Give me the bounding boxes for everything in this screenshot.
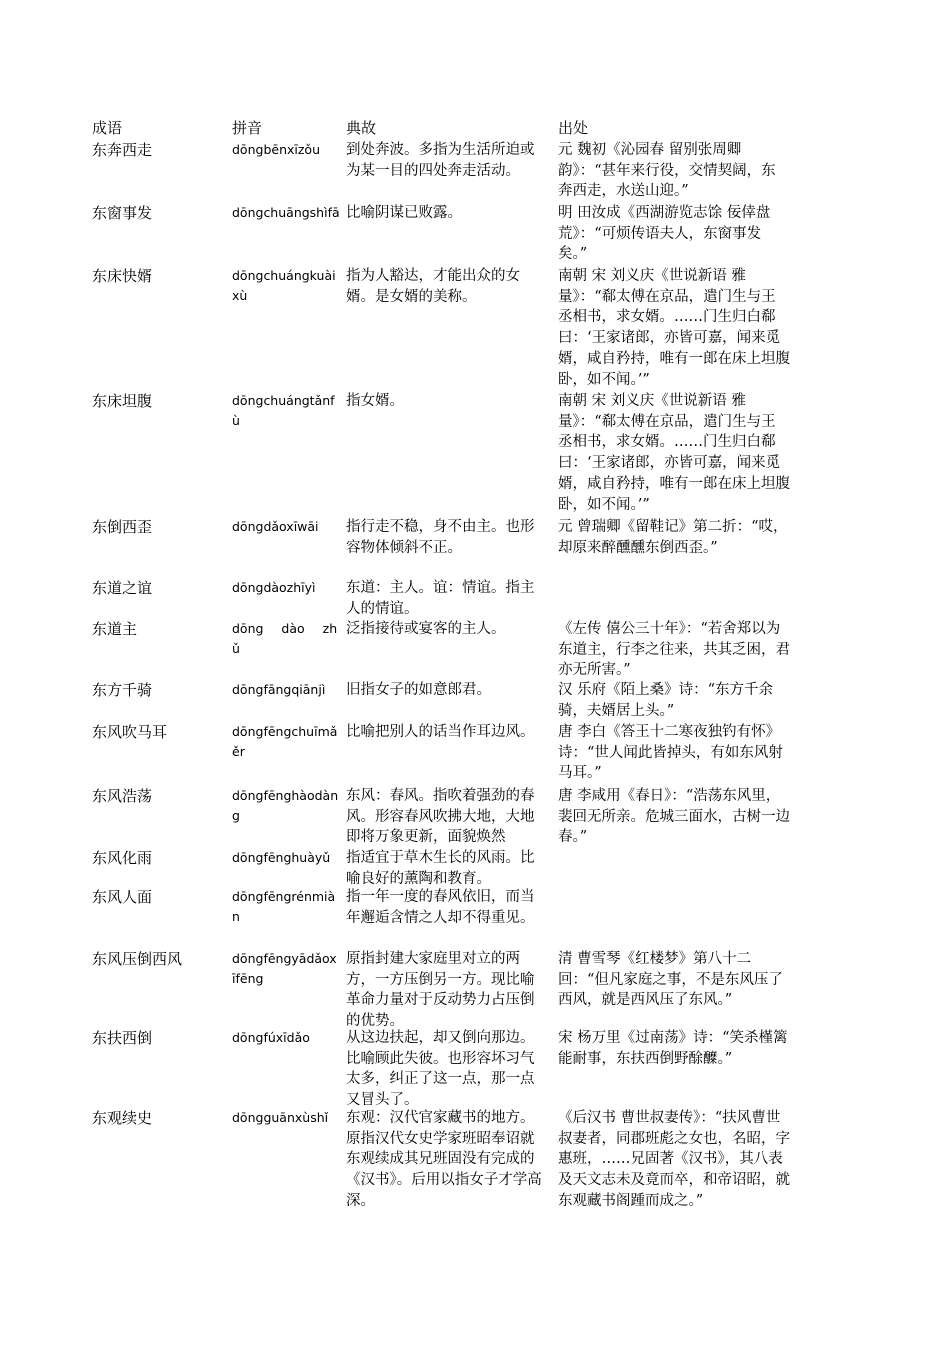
allusion: 指一年一度的春风依旧，而当年邂逅含情之人却不得重见。: [346, 889, 535, 926]
allusion: 到处奔波。多指为生活所迫或为某一目的四处奔走活动。: [346, 142, 535, 179]
pinyin: dōngguānxùshǐ: [232, 1110, 329, 1125]
idiom: 东道之谊: [92, 579, 153, 597]
pinyin: dōngdǎoxīwāi: [232, 519, 319, 534]
allusion: 从这边扶起，却又倒向那边。比喻顾此失彼。也形容坏习气太多，纠正了这一点，那一点又冒头了。: [346, 1030, 535, 1109]
idiom: 东床快婿: [92, 267, 153, 285]
source: 南朝 宋 刘义庆《世说新语 雅量》：“郗太傅在京品，遣门生与王丞相书，求女婿。……门生归白郗曰：‘王家诸郎，亦皆可嘉，闻来觅婿，咸自矜持，唯有一郎在床上坦腹卧，如不闻。’”: [558, 393, 790, 513]
source: 南朝 宋 刘义庆《世说新语 雅量》：“郗太傅在京品，遣门生与王丞相书，求女婿。……门生归白郗曰：‘王家诸郎，亦皆可嘉，闻来觅婿，咸自矜持，唯有一郎在床上坦腹卧，如不闻。’”: [558, 268, 790, 388]
pinyin: dōngfāngqiānjì: [232, 682, 326, 697]
pinyin: dōngfēnghuàyǔ: [232, 850, 331, 865]
pinyin: dōngfēngchuīmǎěr: [232, 724, 338, 759]
allusion: 旧指女子的如意郎君。: [346, 682, 491, 698]
header-allusion: 典故: [346, 119, 377, 137]
idiom: 东方千骑: [92, 681, 153, 699]
pinyin: dōngfúxīdǎo: [232, 1030, 310, 1045]
pinyin: dōngbēnxīzǒu: [232, 142, 320, 157]
pinyin: dōngchuāngshìfā: [232, 205, 340, 220]
idiom: 东风人面: [92, 888, 153, 906]
pinyin: dōngfēngyādǎoxīfēng: [232, 951, 337, 986]
idiom: 东观续史: [92, 1109, 153, 1127]
pinyin: dōngdàozhīyì: [232, 580, 316, 595]
allusion: 原指封建大家庭里对立的两方，一方压倒另一方。现比喻革命力量对于反动势力占压倒的优势。: [346, 951, 535, 1030]
pinyin: dōng dào zhǔ: [232, 621, 338, 656]
allusion: 东道：主人。谊：情谊。指主人的情谊。: [346, 580, 535, 617]
allusion: 指女婿。: [346, 393, 404, 409]
allusion: 东风：春风。指吹着强劲的春风。形容春风吹拂大地，大地即将万象更新，面貌焕然: [346, 788, 535, 846]
allusion: 比喻阴谋已败露。: [346, 205, 462, 221]
source: 清 曹雪琴《红楼梦》第八十二回：“但凡家庭之事，不是东风压了西风，就是西风压了东风。”: [558, 951, 783, 1009]
header-pinyin: 拼音: [232, 119, 263, 137]
source: 《后汉书 曹世叔妻传》：“扶风曹世叔妻者，同郡班彪之女也，名昭，字惠班，……兄固著《汉书》，其八表及天文志未及竟而卒，和帝诏昭，就东观藏书阁踵而成之。”: [558, 1110, 790, 1209]
idiom: 东风浩荡: [92, 787, 153, 805]
allusion: 泛指接待或宴客的主人。: [346, 621, 506, 637]
source: 明 田汝成《西湖游览志馀 佞倖盘荒》：“可烦传语夫人，东窗事发矣。”: [558, 205, 771, 263]
header-idiom: 成语: [92, 119, 123, 137]
pinyin: dōngchuángtǎnfù: [232, 393, 335, 428]
source: 《左传 僖公三十年》：“若舍郑以为东道主，行李之往来，共其乏困，君亦无所害。”: [558, 621, 790, 679]
allusion: 指适宜于草木生长的风雨。比喻良好的薰陶和教育。: [346, 850, 535, 887]
idiom: 东风化雨: [92, 849, 153, 867]
idiom: 东风吹马耳: [92, 723, 168, 741]
header-source: 出处: [558, 119, 589, 137]
idiom: 东床坦腹: [92, 392, 153, 410]
idiom: 东窗事发: [92, 204, 153, 222]
pinyin: dōngfēngrénmiàn: [232, 889, 336, 924]
source: 元 魏初《沁园春 留别张周卿韵》：“甚年来行役，交情契阔，东奔西走，水送山迎。”: [558, 142, 776, 200]
allusion: 指为人豁达，才能出众的女婿。是女婿的美称。: [346, 268, 520, 305]
pinyin: dōngfēnghàodàng: [232, 788, 339, 823]
allusion: 指行走不稳，身不由主。也形容物体倾斜不正。: [346, 519, 535, 556]
idiom: 东道主: [92, 620, 138, 638]
allusion: 比喻把别人的话当作耳边风。: [346, 724, 535, 740]
pinyin: dōngchuángkuàixù: [232, 268, 336, 303]
source: 唐 李咸用《春日》：“浩荡东风里，裴回无所亲。危城三面水，古树一边春。”: [558, 788, 790, 846]
source: 汉 乐府《陌上桑》诗：“东方千余骑，夫婿居上头。”: [558, 682, 774, 719]
idiom: 东扶西倒: [92, 1029, 153, 1047]
source: 宋 杨万里《过南荡》诗：“笑杀槿篱能耐事，东扶西倒野酴醾。”: [558, 1030, 788, 1067]
source: 元 曾瑞卿《留鞋记》第二折：“哎，却原来醉醺醺东倒西歪。”: [558, 519, 788, 556]
idiom: 东风压倒西风: [92, 950, 183, 968]
allusion: 东观：汉代官家藏书的地方。原指汉代女史学家班昭奉诏就东观续成其兄班固没有完成的《汉书》。后用以指女子才学高深。: [346, 1110, 542, 1209]
idiom: 东奔西走: [92, 141, 153, 159]
source: 唐 李白《答王十二寒夜独钓有怀》诗：“世人闻此皆掉头，有如东风射马耳。”: [558, 724, 783, 782]
idiom: 东倒西歪: [92, 518, 153, 536]
